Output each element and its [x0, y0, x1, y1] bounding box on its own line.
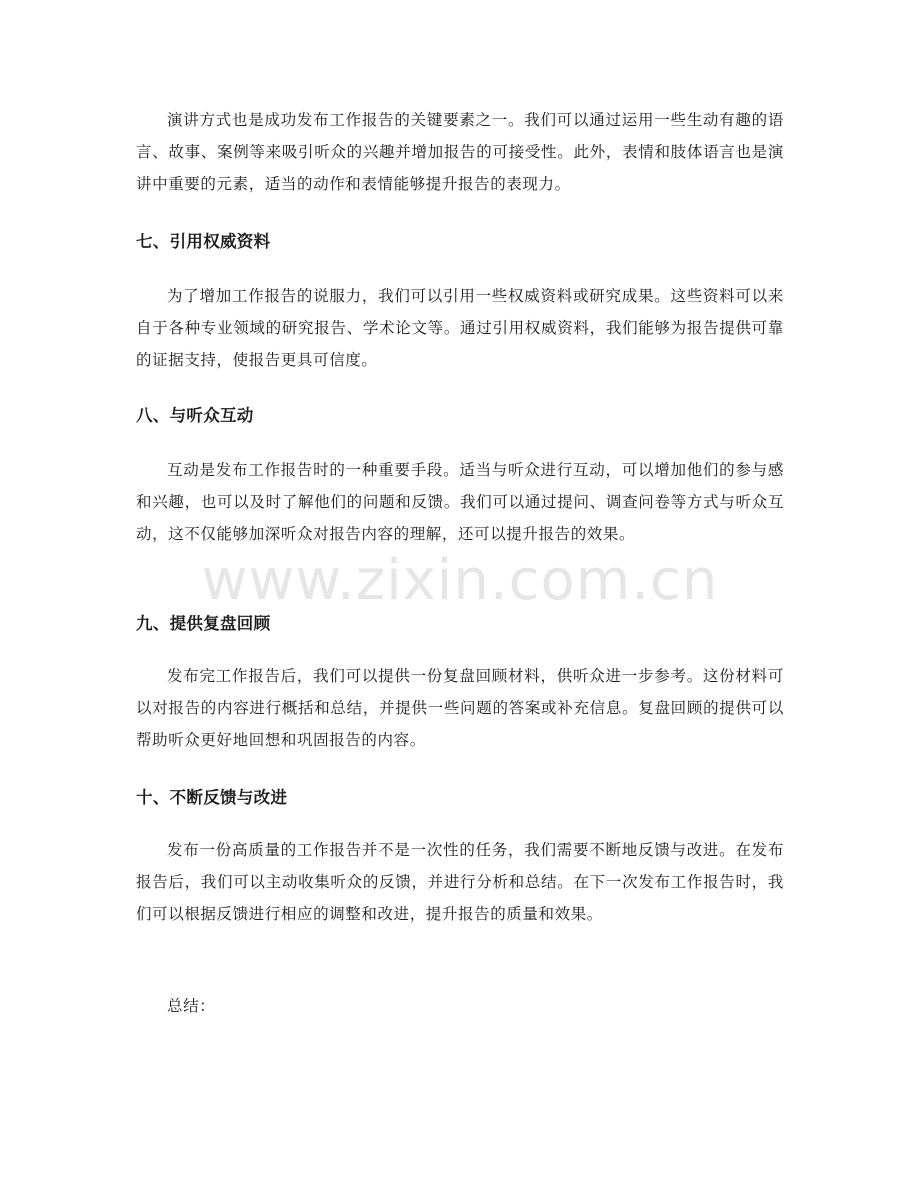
paragraph-interact-audience: 互动是发布工作报告时的一种重要手段。适当与听众进行互动，可以增加他们的参与感和兴趣，也可以及时了解他们的问题和反馈。我们可以通过提问、调查问卷等方式与听众互动，这不仅能够加深听众对报告内容的理解，还可以提升报告的效果。	[136, 461, 784, 543]
paragraph-cite-authority: 为了增加工作报告的说服力，我们可以引用一些权威资料或研究成果。这些资料可以来自于各种专业领域的研究报告、学术论文等。通过引用权威资料，我们能够为报告提供可靠的证据支持，使报告更具可信度。	[136, 287, 784, 369]
heading-feedback-improve: 十、不断反馈与改进	[136, 788, 288, 807]
paragraph-summary: 总结：	[167, 997, 216, 1015]
paragraph-speech-style: 演讲方式也是成功发布工作报告的关键要素之一。我们可以通过运用一些生动有趣的语言、故事、案例等来吸引听众的兴趣并增加报告的可接受性。此外，表情和肢体语言也是演讲中重要的元素，适当的动作和表情能够提升报告的表现力。	[136, 111, 784, 193]
heading-review-material: 九、提供复盘回顾	[136, 614, 271, 633]
heading-cite-authority: 七、引用权威资料	[136, 232, 271, 251]
paragraph-review-material: 发布完工作报告后，我们可以提供一份复盘回顾材料，供听众进一步参考。这份材料可以对报告的内容进行概括和总结，并提供一些问题的答案或补充信息。复盘回顾的提供可以帮助听众更好地回想和巩固报告的内容。	[136, 667, 784, 749]
watermark: www.zixin.com.cn	[201, 548, 719, 613]
heading-interact-audience: 八、与听众互动	[136, 406, 254, 425]
paragraph-feedback-improve: 发布一份高质量的工作报告并不是一次性的任务，我们需要不断地反馈与改进。在发布报告后，我们可以主动收集听众的反馈，并进行分析和总结。在下一次发布工作报告时，我们可以根据反馈进行相应的调整和改进，提升报告的质量和效果。	[136, 841, 784, 923]
